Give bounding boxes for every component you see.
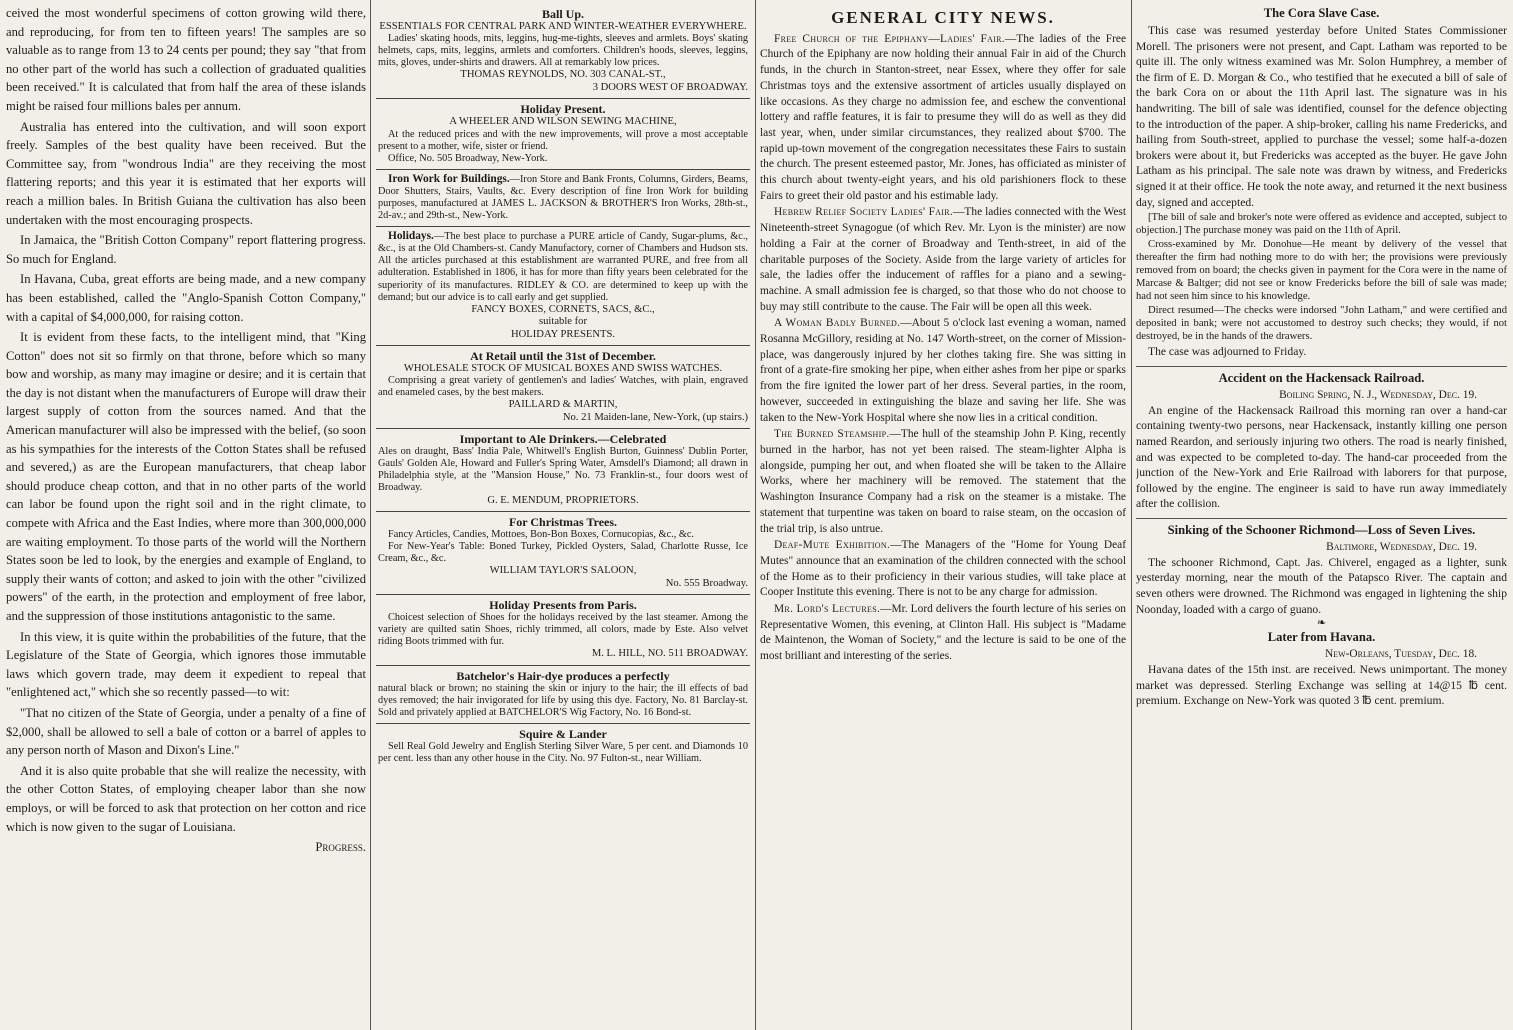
ad-heading: Important to Ale Drinkers.: [459, 432, 598, 447]
ad-body: —The best place to purchase a PURE article of Candy, Sugar-plums, &c., &c., is at the Old Chambers-st. Candy Manufactory, corner of Chambers and Hudson sts. All the articles purchased at this establishment are warranted PURE, and free from all adulteration. Established in 1806, it has for more than fifty years been celebrated for the superiority of its manufactures. RIDLEY & CO. are determined to keep up with the demand; but our advice is to call early and get supplied.: [378, 231, 748, 303]
ad-holiday-present: [376, 99, 750, 169]
ad-body: Sell Real Gold Jewelry and English Sterling Silver Ware, 5 per cent. and Diamonds 10 per cent. less than any other house in the City. No. 97 Fulton-st., near William.: [378, 740, 748, 765]
news-body: —The ladies connected with the West Nineteenth-street Synagogue (of which Rev. Mr. Lyon is the minister) are now holding a Fair at the corner of Broadway and Tenth-street, in aid of the charitable purposes of the Society. Aside from the large variety of articles for sale, the ladies offer the inducement of raffles for a piano and a sewing-machine. A small admission fee is charged, so that those who do not choose to buy may still contribute to the cause. The Fair will be open all this week.: [760, 206, 1126, 313]
paragraph: "That no citizen of the State of Georgia, under a penalty of a fine of $2,000, shall be allowed to sell a bale of cotton or a barrel of apples to any person north of Mason and Dixon's Line.": [6, 705, 366, 758]
paragraph: It is evident from these facts, to the intelligent mind, that "King Cotton" does not sit so firmly on that throne, before which so many bow and worship, as many may imagine or desire; and it is certain that the day is not distant when the manufacturers of Europe will draw their largest supply of cotton from the sources named. And that the American manufacturer will also be impressed with the belief, (so soon as his sympathies for the interests of the Cotton States shall be refused and severed,) as are the European manufacturers, that cheap labor should produce cheap cotton, and that in no other parts of the world can labor be found upon the right soil and in the right climate, to compete with Africa and the East Indies, where more than 300,000,000 are waiting employment. To those parts of the world will the Northern States soon be led to look, by the energies and example of England, to supply their wants of cotton; and asked to join with the other "civilized powers" of the earth, in the protection and employment of free labor, and the suppression of those institutions antagonistic to the same.: [6, 330, 366, 623]
column-rule: [755, 0, 756, 1030]
news-body: —The ladies of the Free Church of the Epiphany are now holding their annual Fair in aid of the Church funds, in the church in Stanton-street, near Essex, where they offer for sale Christmas toys and the extensive assortment of articles usually displayed on like occasions. As they charge no admission fee, and eschew the conventional lottery and raffle features, it is fair to presume they will do as well as they did last year, when, under similar circumstances, they realized about $700. The rapid up-town movement of the congregation necessitates these Fairs to sustain the church. The present esteemed pastor, Mr. Jones, has officiated as minister of this church about twenty-eight years, and his old parishioners flock to these Fairs to greet their old pastor and his estimable lady.: [760, 32, 1126, 202]
news-item: [760, 205, 1126, 315]
ad-christmas-trees: [376, 512, 750, 595]
paragraph: In Havana, Cuba, great efforts are being made, and a new company has been established, called the "Anglo-Spanish Cotton Company," with a capital of $4,000,000, for raising cotton.: [6, 272, 366, 324]
paragraph: [The bill of sale and broker's note were offered as evidence and accepted, subject to objection.] The purchase money was paid on the 11th of April.: [1136, 212, 1507, 237]
divider: [1136, 366, 1507, 367]
ad-body: Comprising a great variety of gentlemen's and ladies' Watches, with plain, engraved and enameled cases, by the best makers.: [378, 375, 748, 399]
ad-signature: PAILLARD & MARTIN,: [508, 399, 618, 411]
column-rule: [1131, 0, 1132, 1030]
news-body: —The hull of the steamship John P. King, recently burned in the harbor, has not yet been raised. The steam-lighter Alpha is alongside, pumping her out, and when floated she will be taken to the Allaire Works, where her machinery will be removed. The statement that the Washington Insurance Company had a risk on the steamer is a mistake. The statement that turpentine was taken on board to raise steam, on the occasion of the trial trip, is also untrue.: [760, 428, 1126, 535]
section-heading: Later from Havana.: [1267, 630, 1376, 645]
ad-address: No. 555 Broadway.: [665, 577, 748, 589]
ad-line: suitable for: [539, 316, 587, 328]
news-heading: A Woman Badly Burned.: [774, 317, 901, 330]
ad-heading: Iron Work for Buildings.: [388, 172, 510, 185]
paragraph: The case was adjourned to Friday.: [1148, 345, 1307, 359]
ad-heading: At Retail until the 31st of December.: [470, 348, 656, 363]
section-heading: Sinking of the Schooner Richmond—Loss of Seven Lives.: [1167, 522, 1476, 537]
ad-heading: Holiday Present.: [520, 102, 606, 117]
news-body: —The Managers of the "Home for Young Deaf Mutes" announce that an examination of the children connected with the school of the Home as to their proficiency in their various studies, will take place at Cooper Institute this evening. There is not to be any charge for admission.: [760, 539, 1126, 599]
section-title: GENERAL CITY NEWS.: [831, 8, 1055, 27]
ad-body: For New-Year's Table: Boned Turkey, Pickled Oysters, Salad, Charlotte Russe, Ice Cream, &c., &c.: [378, 541, 748, 565]
news-body: —About 5 o'clock last evening a woman, named Rosanna McGillory, residing at No. 147 Worth-street, on the corner of Mission-place, was dangerously injured by her clothes taking fire. She was sitting in front of a grate-fire smoking her pipe, when either ashes from her pipe or sparks from the fire ignited the lower part of her dress. Several parties, in the room, however, succeeded in extinguishing the blaze and saving her life. She was taken to the New-York Hospital where she now lies in a critical condition.: [760, 317, 1126, 424]
ad-hair-dye: [376, 666, 750, 724]
ad-heading: Batchelor's Hair-dye produces a perfectly: [456, 668, 670, 683]
news-heading: The Burned Steamship.: [774, 428, 890, 441]
ad-body: Ales on draught, Bass' India Pale, Whitwell's English Burton, Guinness' Dublin Porter, Gauls' Golden Ale, Howard and Fuller's Spring Water, Amsdell's Diamond; all drawn in Philadelphia style, at the "Mansion House," No. 73 Franklin-st., four doors west of Broadway.: [378, 446, 748, 494]
ad-address: 3 DOORS WEST OF BROADWAY.: [592, 81, 748, 93]
news-body: —Mr. Lord delivers the fourth lecture of his series on Representative Women, this evening, at Clinton Hall. His subject is "Madame de Maintenon, the Woman of Society," and the lecture is said to be one of the most brilliant and interesting of the series.: [760, 603, 1126, 663]
ad-heading: Holiday Presents from Paris.: [489, 598, 637, 613]
signature: Progress.: [315, 840, 366, 855]
ad-body: Ladies' skating hoods, mits, leggins, hug-me-tights, sleeves and armlets. Boys' skating helmets, caps, mits, leggins, armlets and comforters. Children's hoods, sleeves, leggins, mits, gloves, under-shirts and drawers. All at remarkably low prices.: [378, 33, 748, 69]
paragraph: And it is also quite probable that she will realize the necessity, with the other Cotton States, of employing cheaper labor than she now employs, or will be forced to ask that protection on her cotton and rice which is now given to the sugar of Louisiana.: [6, 763, 366, 834]
news-item: [760, 602, 1126, 665]
dateline: New-Orleans, Tuesday, Dec. 18.: [1324, 648, 1477, 661]
ad-ball-up: [376, 4, 750, 99]
news-heading: Deaf-Mute Exhibition.: [774, 539, 891, 552]
ad-subheading: A WHEELER AND WILSON SEWING MACHINE,: [449, 116, 677, 128]
dateline: Baltimore, Wednesday, Dec. 19.: [1326, 540, 1477, 553]
ad-signature: WILLIAM TAYLOR'S SALOON,: [489, 565, 637, 577]
section-heading: Accident on the Hackensack Railroad.: [1218, 370, 1425, 385]
ad-presents-paris: [376, 595, 750, 666]
ornament: ❧: [1316, 617, 1327, 630]
news-item: [760, 316, 1126, 426]
ad-address: No. 21 Maiden-lane, New-York, (up stairs.): [562, 411, 748, 423]
ad-body: Fancy Articles, Candies, Mottoes, Bon-Bon Boxes, Cornucopias, &c., &c.: [388, 528, 695, 540]
ad-heading: Ball Up.: [541, 7, 584, 21]
paragraph: The schooner Richmond, Capt. Jas. Chiverel, engaged as a lighter, sunk yesterday morning, near the mouth of the Patapsco River. The captain and seven others were drowned. The Richmond was engaged in lightening the ship Noonday, loaded with a cargo of guano.: [1136, 555, 1507, 616]
column-advertisements: [376, 4, 750, 1024]
column-city-news: [760, 4, 1126, 1024]
ad-heading: For Christmas Trees.: [508, 514, 618, 529]
ad-ale-drinkers: [376, 429, 750, 512]
paragraph: Cross-examined by Mr. Donohue—He meant by delivery of the vessel that thereafter the firm had nothing more to do with her; the provisions were previously removed from on board; the checks given in payment for the Cora were in the name of Marcase & Baltger; did not see or know Fredericks before the bill of sale was made; had not seen him since to his knowledge.: [1136, 239, 1507, 303]
section-heading: The Cora Slave Case.: [1263, 6, 1380, 20]
news-item: [760, 32, 1126, 205]
ad-body: Choicest selection of Shoes for the holidays received by the last steamer. Among the variety are quilted satin Shoes, richly trimmed, all colors, made by Este. Also velvet riding Boots trimmed with fur.: [378, 612, 748, 648]
paragraph: Australia has entered into the cultivation, and will soon export freely. Samples of the best quality have been received. But the Committee say, from "wondrous India" are they receiving the most flattering reports; and this year it is estimated that her exports will reach a million bales. In British Guiana the cultivation has also been undertaken with the most encouraging prospects.: [6, 119, 366, 227]
ad-subheading: WHOLESALE STOCK OF MUSICAL BOXES AND SWISS WATCHES.: [403, 362, 723, 374]
paragraph: An engine of the Hackensack Railroad this morning ran over a hand-car containing twenty-two persons, near Hackensack, instantly killing one person named Reardon, and seriously injuring two others. The road is nearly finished, and was expected to be completed to-day. The hand-car proceeded from the junction of the New-York and Erie Railroad with laborers for that purpose, followed by the engine. The engineer is said to have run away immediately after the collision.: [1136, 403, 1507, 511]
paragraph: In this view, it is quite within the probabilities of the future, that the Legislature of the State of Georgia, which ignores those immutable laws which govern trade, may deem it expedient to repeal that "enlightened act," which she so recently passed—to wit:: [6, 629, 366, 700]
paragraph: Havana dates of the 15th inst. are received. News unimportant. The money market was depressed. Sterling Exchange was selling at 14@15 ℔ cent. premium. Exchange on New-York was quoted 3 ℔ cent. premium.: [1136, 663, 1507, 708]
ad-address: Office, No. 505 Broadway, New-York.: [388, 152, 548, 164]
news-item: [760, 427, 1126, 537]
ad-heading-cont: —Celebrated: [597, 432, 667, 447]
ad-body: At the reduced prices and with the new improvements, will prove a most acceptable present to a mother, wife, sister or friend.: [378, 128, 748, 152]
paragraph: In Jamaica, the "British Cotton Company" report flattering progress. So much for England.: [6, 233, 366, 266]
ad-subheading: ESSENTIALS FOR CENTRAL PARK AND WINTER-WEATHER EVERYWHERE.: [379, 21, 747, 32]
ad-squire-lander: [376, 724, 750, 769]
ad-heading: Squire & Lander: [519, 726, 607, 741]
ad-holidays-candy: [376, 227, 750, 346]
ad-musical-boxes: [376, 346, 750, 429]
ad-line: FANCY BOXES, CORNETS, SACS, &C.,: [471, 303, 655, 315]
paragraph: Direct resumed—The checks were indorsed "John Latham," and were certified and deposited in bank; were not accustomed to destroy such checks; they would, if not destroyed, be in the hands of the drawers.: [1136, 305, 1507, 343]
column-telegraph-news: [1136, 4, 1507, 1024]
dateline: Boiling Spring, N. J., Wednesday, Dec. 19.: [1279, 388, 1477, 401]
paragraph: ceived the most wonderful specimens of cotton growing wild there, and reproducing, for from ten to fifteen years! The samples are so valuable as to range from 13 to 24 cents per pound; they say "that from no other part of the world has such a collection of graduated qualities been received." It is calculated that from half the area of these islands might be raised four millions bales per annum.: [6, 6, 366, 113]
news-heading: Mr. Lord's Lectures.: [774, 603, 881, 616]
ad-heading: Holidays.: [388, 230, 434, 243]
ad-body: natural black or brown; no staining the skin or injury to the hair; the ill effects of bad dyes removed; the hair invigorated for life by using this dye. Factory, No. 81 Barclay-st. Sold and privately applied at BATCHELOR'S Wig Factory, No. 16 Bond-st.: [378, 682, 748, 718]
ad-signature: G. E. MENDUM, PROPRIETORS.: [487, 494, 639, 506]
paragraph: This case was resumed yesterday before United States Commissioner Morell. The prisoners were not present, and Capt. Latham was reported to be quite ill. The only witness examined was Mr. Solon Humphrey, a member of the firm of E. D. Morgan & Co., who testified that he executed a bill of sale of the bark Cora on or about the 11th April last. The signature was in his handwriting. The bill of sale was identified, counsel for the defence objecting to the introduction of the paper. A ship-broker, calling his name Fredericks, and hailing from South-street, applied to purchase the vessel; some half-a-dozen brokers were about it, but Fredericks was accepted as the buyer. He gave John Latham as his principal. The sale note was drawn by witness, and Fredericks signed it at their office. He took the note away, and returned it the next business day, signed and accepted.: [1136, 24, 1507, 209]
column-rule: [370, 0, 371, 1030]
ad-body: —Iron Store and Bank Fronts, Columns, Girders, Beams, Door Shutters, Stairs, Vaults, &c. Every description of fine Iron Work for building purposes, manufactured at JAMES L. JACKSON & BROTHER'S Iron Works, 28th-st., 2d-av.; and 29th-st., New-York.: [378, 173, 748, 222]
ad-line: HOLIDAY PRESENTS.: [511, 328, 615, 340]
news-heading: Hebrew Relief Society Ladies' Fair.: [774, 206, 954, 219]
ad-signature: M. L. HILL, NO. 511 BROADWAY.: [591, 648, 748, 660]
ad-signature: THOMAS REYNOLDS, NO. 303 CANAL-ST.,: [460, 69, 666, 81]
news-item: [760, 538, 1126, 601]
news-heading: Free Church of the Epiphany—Ladies' Fair.: [774, 32, 1005, 45]
divider: [1136, 518, 1507, 519]
column-cotton-article: [6, 4, 366, 1024]
ad-iron-work: [376, 170, 750, 227]
